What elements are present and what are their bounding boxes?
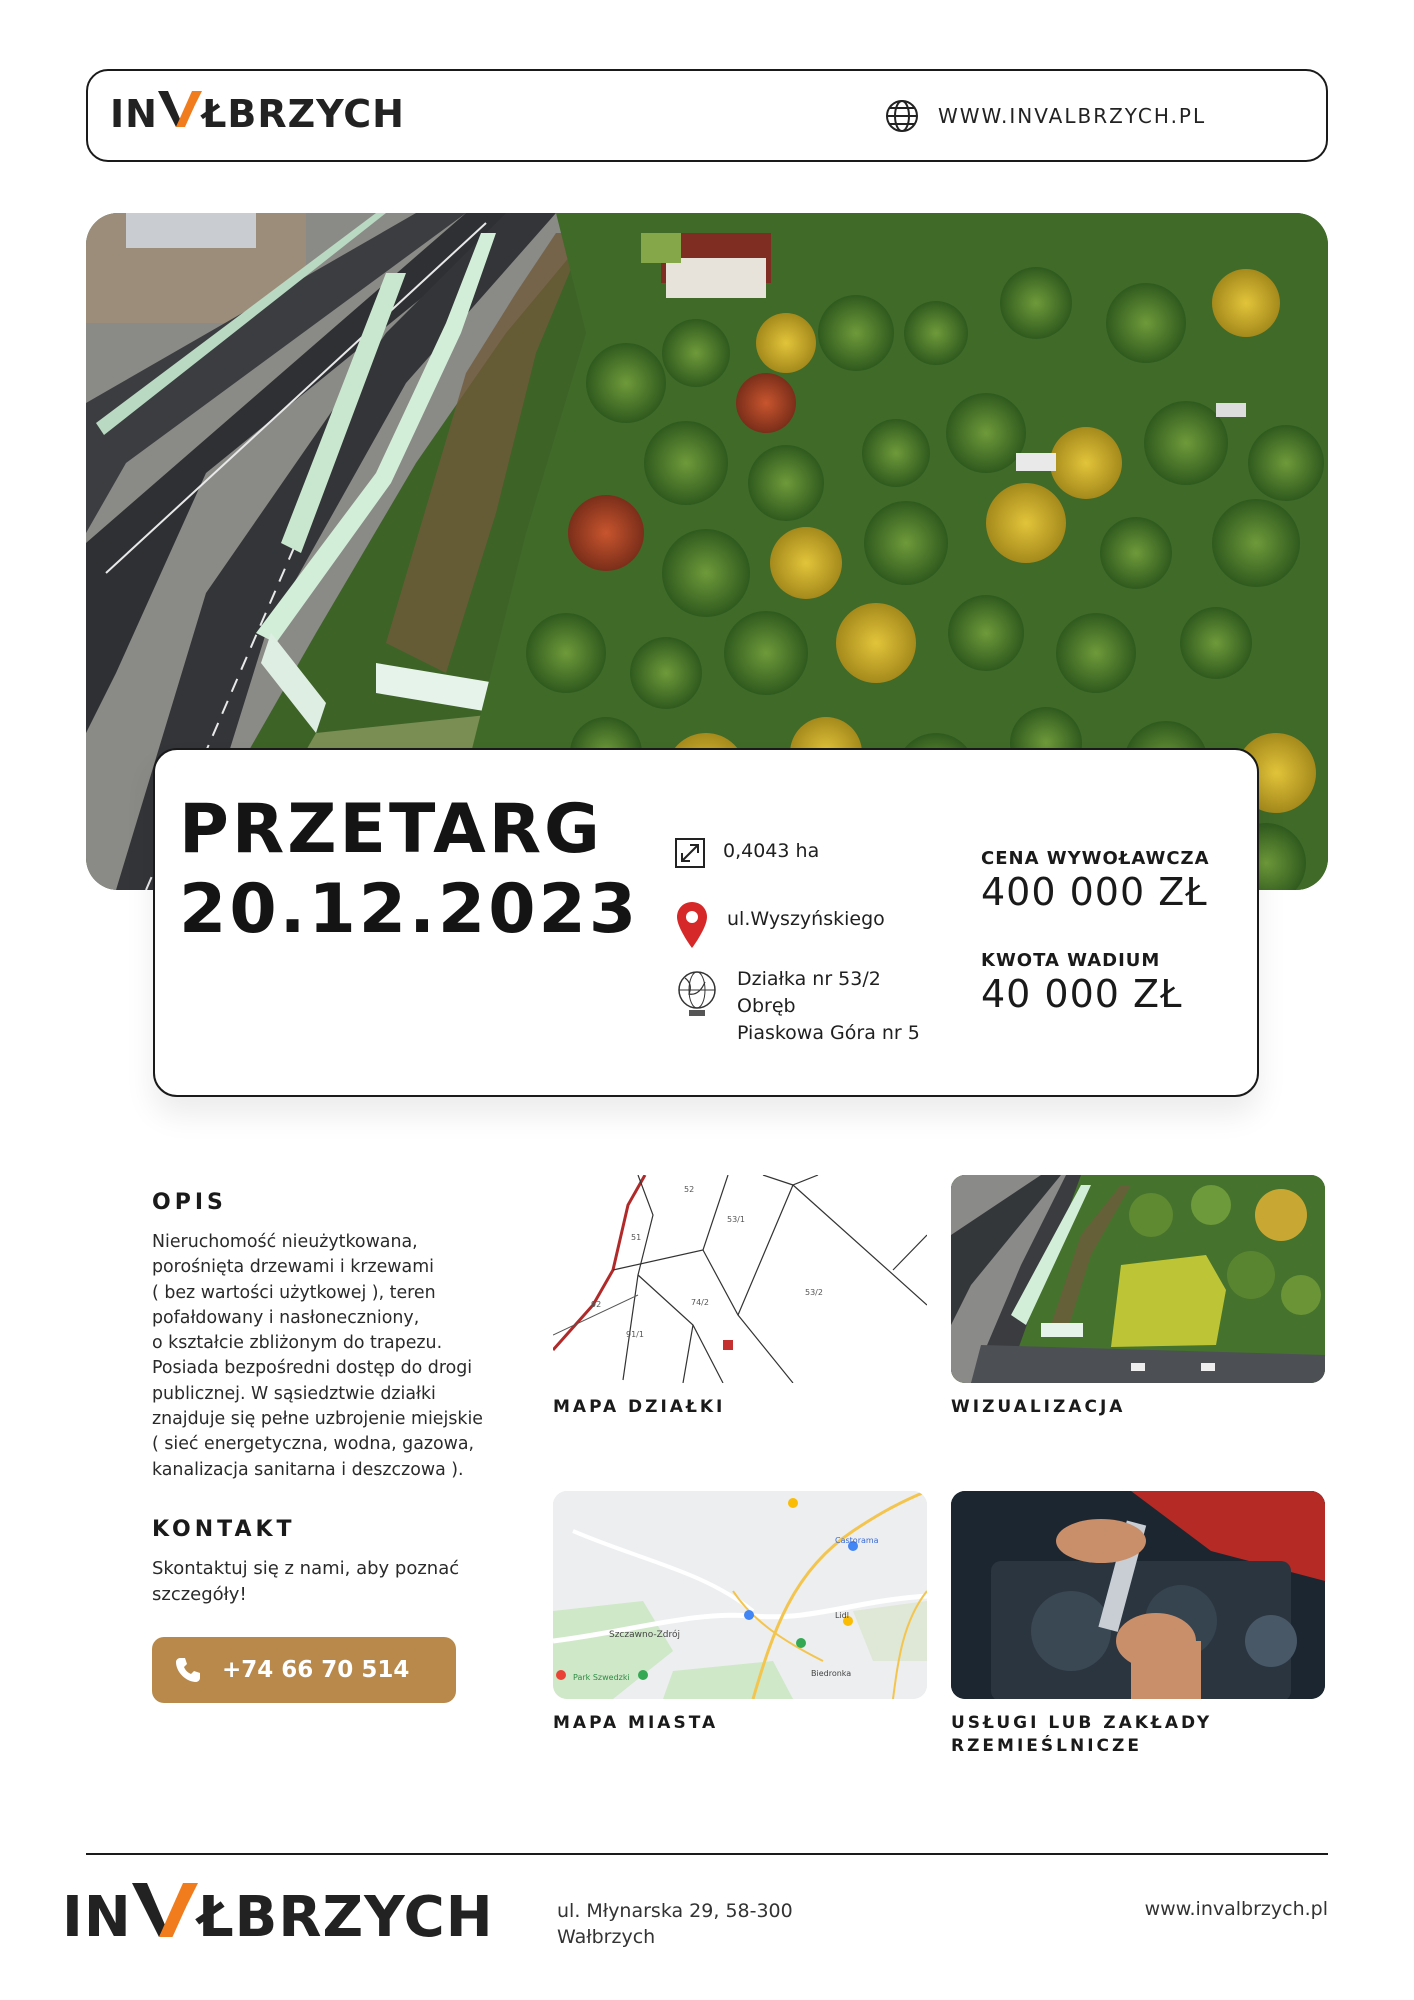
plot-label: 53/2 bbox=[805, 1288, 823, 1297]
plot-label: 51 bbox=[631, 1233, 642, 1242]
description-heading: OPIS bbox=[152, 1190, 227, 1215]
footer-address: ul. Młynarska 29, 58-300 Wałbrzych bbox=[557, 1900, 793, 1948]
footer-divider bbox=[86, 1853, 1328, 1855]
header-logo[interactable]: IN ŁBRZYCH bbox=[110, 89, 405, 138]
auction-info-card bbox=[153, 748, 1259, 1097]
starting-price-value: 400 000 ZŁ bbox=[981, 870, 1208, 914]
plot-fact: Działka nr 53/2 Obręb Piaskowa Góra nr 5 bbox=[675, 966, 920, 1047]
deposit-label: KWOTA WADIUM bbox=[981, 950, 1161, 971]
city-map-label: Lidl bbox=[835, 1611, 849, 1620]
visualization-label: WIZUALIZACJA bbox=[951, 1397, 1126, 1417]
city-map-label: MAPA MIASTA bbox=[553, 1713, 719, 1733]
plot-map-label: MAPA DZIAŁKI bbox=[553, 1397, 726, 1417]
contact-text: Skontaktuj się z nami, aby poznać szczegóły! bbox=[152, 1558, 460, 1605]
footer-website-link[interactable]: www.invalbrzych.pl bbox=[1144, 1898, 1328, 1920]
logo-v-mark bbox=[132, 1880, 198, 1954]
visualization-image[interactable] bbox=[951, 1175, 1325, 1383]
location-pin-icon bbox=[675, 900, 709, 950]
city-map-label: Park Szwedzki bbox=[573, 1673, 630, 1682]
plot-label: 91/1 bbox=[626, 1330, 644, 1339]
plot-number: Działka nr 53/2 bbox=[737, 968, 881, 990]
header-bar bbox=[86, 69, 1328, 162]
street-fact bbox=[675, 900, 885, 950]
city-map-label: Castorama bbox=[835, 1536, 879, 1545]
phone-icon bbox=[174, 1656, 202, 1684]
globe-stamp-icon bbox=[675, 966, 719, 1018]
starting-price-label: CENA WYWOŁAWCZA bbox=[981, 848, 1210, 869]
footer-logo[interactable]: IN ŁBRZYCH bbox=[62, 1880, 494, 1954]
auction-date: 20.12.2023 bbox=[179, 870, 640, 949]
deposit-value: 40 000 ZŁ bbox=[981, 972, 1183, 1016]
phone-button[interactable] bbox=[152, 1637, 456, 1703]
services-label: USŁUGI LUB ZAKŁADY RZEMIEŚLNICZE bbox=[951, 1713, 1213, 1756]
auction-title: PRZETARG 20.12.2023 bbox=[179, 790, 640, 949]
city-map-image[interactable] bbox=[553, 1491, 927, 1699]
logo-v-mark bbox=[158, 89, 202, 138]
city-map-label: Szczawno-Zdrój bbox=[609, 1630, 680, 1640]
globe-icon bbox=[884, 98, 920, 134]
contact-heading: KONTAKT bbox=[152, 1517, 296, 1542]
header-website-text: WWW.INVALBRZYCH.PL bbox=[938, 104, 1207, 128]
services-image[interactable] bbox=[951, 1491, 1325, 1699]
street-name: ul.Wyszyńskiego bbox=[727, 908, 885, 930]
resize-arrow-icon bbox=[675, 838, 705, 868]
plot-area: 0,4043 ha bbox=[723, 840, 820, 862]
plot-label: 74/2 bbox=[691, 1298, 709, 1307]
plot-label: 53/1 bbox=[727, 1215, 745, 1224]
header-website-link[interactable] bbox=[884, 98, 1206, 134]
description-text: Nieruchomość nieużytkowana, porośnięta drzewami i krzewami ( bez wartości użytkowej ), teren pofałdowany i nasłoneczniony, o kształcie zbliżonym do trapezu. Posiada bezpośredni dostęp do drogi publicznej. W sąsiedztwie działki znajduje się pełne uzbrojenie miejskie ( sieć energetyczna, wodna, gazowa, kanalizacja sanitarna i deszczowa ). bbox=[152, 1232, 483, 1480]
plot-precinct: Piaskowa Góra nr 5 bbox=[737, 1022, 920, 1044]
plot-label: 92 bbox=[591, 1300, 602, 1309]
plot-label: 52 bbox=[684, 1185, 695, 1194]
city-map-label: Biedronka bbox=[811, 1669, 852, 1678]
area-fact bbox=[675, 838, 819, 868]
phone-number: +74 66 70 514 bbox=[222, 1657, 410, 1683]
plot-map-image[interactable] bbox=[553, 1175, 927, 1383]
